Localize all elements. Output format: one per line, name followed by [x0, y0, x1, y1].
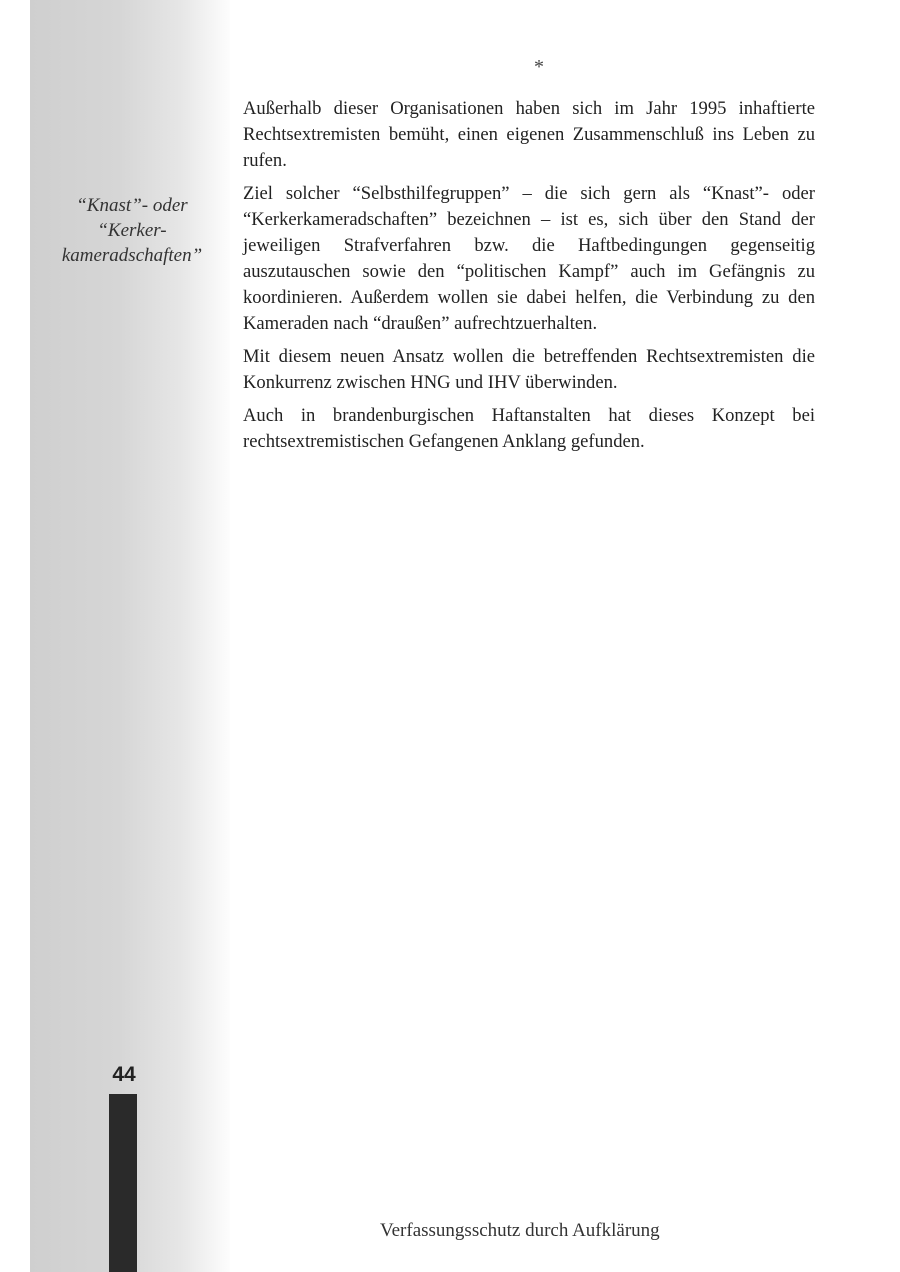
paragraph: Ziel solcher “Selbsthilfegruppen” – die sich gern als “Knast”- oder “Kerkerkameradschaften” bezeichnen – ist es, sich über den Stand der jeweiligen Strafverfahren bzw. die Haftbedingungen gegenseitig auszutauschen sowie den “politischen Kampf” auch im Gefängnis zu koordinieren. Außerdem wollen sie dabei helfen, die Verbindung zu den Kameraden nach “draußen” aufrechtzuerhalten. — [243, 183, 815, 334]
section-separator: * — [534, 56, 544, 78]
margin-note-line: “Kerker- — [97, 220, 167, 241]
body-text — [243, 96, 815, 462]
paragraph: Mit diesem neuen Ansatz wollen die betreffenden Rechtsextremisten die Konkurrenz zwischen HNG und IHV überwinden. — [243, 346, 815, 393]
page-number: 44 — [112, 1063, 136, 1086]
margin-note — [52, 193, 212, 268]
footer-text: Verfassungsschutz durch Aufklärung — [380, 1220, 660, 1241]
page-marker-bar — [109, 1094, 137, 1272]
paragraph: Auch in brandenburgischen Haftanstalten hat dieses Konzept bei rechtsextremistischen Gefangenen Anklang gefunden. — [243, 405, 815, 452]
margin-note-line: “Knast”- oder — [76, 195, 188, 216]
margin-note-line: kameradschaften” — [61, 245, 203, 266]
paragraph: Außerhalb dieser Organisationen haben sich im Jahr 1995 inhaftierte Rechtsextremisten bemüht, einen eigenen Zusammenschluß ins Leben zu rufen. — [243, 98, 815, 171]
